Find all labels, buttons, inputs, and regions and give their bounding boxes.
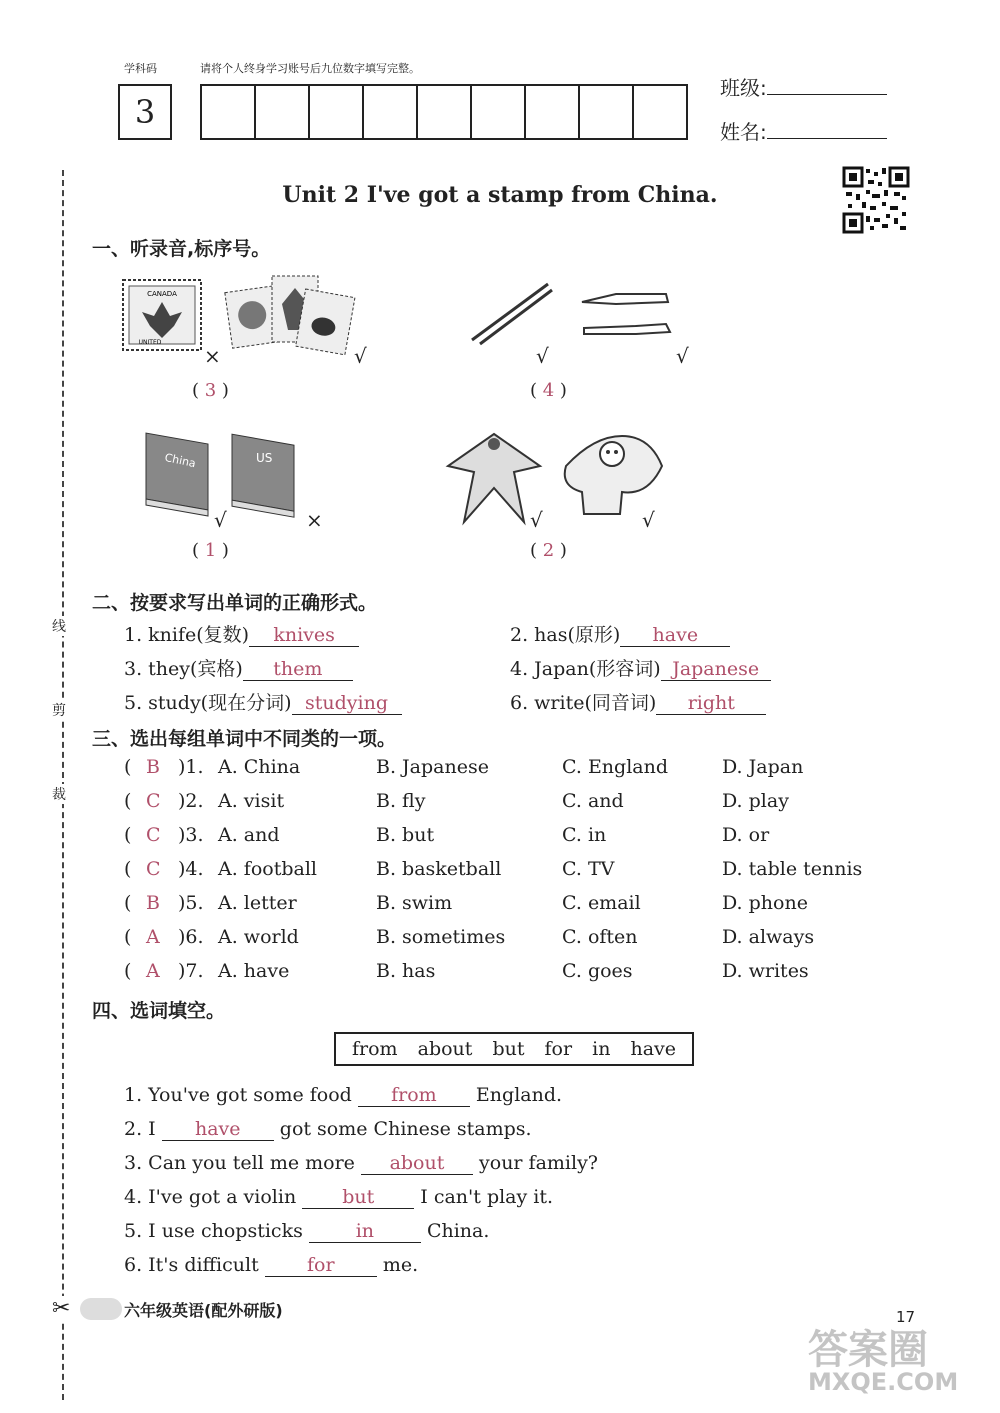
option-a: A. and [218,824,280,846]
option-a: A. football [218,858,317,880]
sentence-end: I can't play it. [420,1186,554,1208]
sentence-end: China. [426,1220,490,1242]
answer-blank[interactable]: Japanese [661,658,771,681]
account-instruction: 请将个人终身学习账号后九位数字填写完整。 [200,62,420,75]
option-c: C. often [562,926,638,948]
margin-trim-label: 裁 [52,784,66,804]
digit-box[interactable] [256,86,310,138]
option-d: D. table tennis [722,858,863,880]
option-a: A. China [218,756,301,778]
choice-answer[interactable]: A [146,960,160,982]
watermark-url: MXQE.COM [808,1368,959,1396]
section2-heading: 二、按要求写出单词的正确形式。 [92,592,378,614]
digit-box[interactable] [526,86,580,138]
word-form-item [510,688,766,715]
option-b: B. but [376,824,435,846]
word-form-item [124,620,359,647]
book-label-china: China [163,450,197,471]
answer-paren: ( 4 ) [530,380,567,401]
answer-blank[interactable]: for [265,1254,377,1277]
choice-number: )3. [178,824,204,846]
choice-answer[interactable]: B [146,756,160,778]
option-a: A. visit [218,790,285,812]
choice-number: )7. [178,960,204,982]
sentence-end: England. [475,1084,563,1106]
footer-book-title: 六年级英语(配外研版) [124,1301,283,1320]
mark: × [306,508,323,532]
mark: √ [642,508,655,532]
choice-number: )2. [178,790,204,812]
mark: √ [354,344,367,368]
sentence-start: 5. I use chopsticks [124,1220,303,1242]
option-b: B. fly [376,790,426,812]
fill-blank-item [124,1118,532,1141]
stamps-picture [120,268,360,358]
kites-picture [444,426,664,526]
choice-number: )5. [178,892,204,914]
answer-blank[interactable]: them [243,658,353,681]
choice-answer[interactable]: C [146,790,161,812]
fill-blank-item [124,1186,553,1209]
unit-title: Unit 2 I've got a stamp from China. [282,182,718,208]
digit-box[interactable] [634,86,686,138]
question-text: 1. knife(复数) [124,624,250,646]
sentence-start: 1. You've got some food [124,1084,352,1106]
option-a: A. world [218,926,299,948]
mark: √ [536,344,549,368]
name-field[interactable] [720,116,887,145]
subject-code-label: 学科码 [124,62,157,75]
question-text: 5. study(现在分词) [124,692,292,714]
option-c: C. England [562,756,669,778]
option-c: C. email [562,892,641,914]
fill-blank-item [124,1220,489,1243]
option-d: D. or [722,824,770,846]
answer-paren: ( 1 ) [192,540,229,561]
answer-value: 1 [204,540,217,561]
choice-answer[interactable]: B [146,892,160,914]
page-number: 17 [896,1308,916,1326]
word-form-item [510,654,771,681]
stamp-caption-united: UNITED [138,339,162,346]
option-d: D. phone [722,892,808,914]
answer-blank[interactable]: but [302,1186,414,1209]
sentence-start: 2. I [124,1118,156,1140]
sentence-start: 6. It's difficult [124,1254,259,1276]
answer-blank[interactable]: from [358,1084,470,1107]
digit-box[interactable] [202,86,256,138]
subject-code-box: 3 [118,84,172,140]
answer-value: 3 [204,380,217,401]
fill-blank-item [124,1152,598,1175]
option-a: A. have [218,960,290,982]
answer-blank[interactable]: about [361,1152,473,1175]
option-a: A. letter [218,892,297,914]
option-c: C. in [562,824,607,846]
answer-blank[interactable]: studying [292,692,402,715]
option-d: D. writes [722,960,809,982]
answer-value: 2 [542,540,555,561]
digit-box[interactable] [472,86,526,138]
answer-paren: ( 2 ) [530,540,567,561]
watermark-text: 答案圈 [808,1327,928,1373]
digit-box[interactable] [418,86,472,138]
option-d: D. always [722,926,815,948]
digit-box[interactable] [310,86,364,138]
digit-box[interactable] [364,86,418,138]
sentence-end: me. [382,1254,419,1276]
sentence-end: got some Chinese stamps. [279,1118,532,1140]
option-b: B. sometimes [376,926,506,948]
fill-blank-item [124,1084,562,1107]
choice-answer[interactable]: C [146,824,161,846]
option-d: D. Japan [722,756,804,778]
answer-value: 4 [542,380,555,401]
stamp-caption-canada: CANADA [147,290,177,298]
option-b: B. Japanese [376,756,489,778]
class-field[interactable] [720,72,887,101]
margin-line-label: 线 [52,616,66,636]
mark: √ [530,508,543,532]
choice-answer[interactable]: C [146,858,161,880]
choice-number: )1. [178,756,204,778]
word-form-item [124,654,353,681]
answer-blank[interactable]: have [620,624,730,647]
answer-paren: ( 3 ) [192,380,229,401]
choice-number: )4. [178,858,204,880]
scissors-icon: ✂ [52,1296,71,1321]
option-b: B. has [376,960,436,982]
option-c: C. and [562,790,624,812]
question-text: 4. Japan(形容词) [510,658,661,680]
books-picture [140,432,320,518]
word-bank: from about but for in have [334,1032,694,1066]
word-form-item [510,620,730,647]
name-label: 姓名: [720,120,767,144]
margin-cut-label: 剪 [52,700,66,720]
section3-heading: 三、选出每组单词中不同类的一项。 [92,728,397,750]
mark: √ [676,344,689,368]
choice-number: )6. [178,926,204,948]
book-label-us: US [256,451,273,465]
account-digit-boxes[interactable] [200,84,688,140]
fill-blank-item [124,1254,418,1277]
section1-heading: 一、听录音,标序号。 [92,238,271,260]
class-label: 班级: [720,76,767,100]
sentence-start: 3. Can you tell me more [124,1152,355,1174]
mark: × [204,344,221,368]
mark: √ [214,508,227,532]
option-b: B. basketball [376,858,502,880]
sentence-start: 4. I've got a violin [124,1186,297,1208]
question-text: 6. write(同音词) [510,692,657,714]
word-form-item [124,688,402,715]
question-text: 3. they(宾格) [124,658,243,680]
option-b: B. swim [376,892,453,914]
option-d: D. play [722,790,789,812]
sentence-end: your family? [479,1152,598,1174]
section4-heading: 四、选词填空。 [92,1000,226,1022]
option-c: C. TV [562,858,615,880]
answer-blank[interactable]: have [162,1118,274,1141]
question-text: 2. has(原形) [510,624,621,646]
choice-answer[interactable]: A [146,926,160,948]
answer-blank[interactable]: in [309,1220,421,1243]
answer-blank[interactable]: right [656,692,766,715]
answer-blank[interactable]: knives [249,624,359,647]
option-c: C. goes [562,960,633,982]
digit-box[interactable] [580,86,634,138]
chopsticks-cutlery-picture [466,280,676,350]
footer-decoration-icon [80,1298,122,1320]
